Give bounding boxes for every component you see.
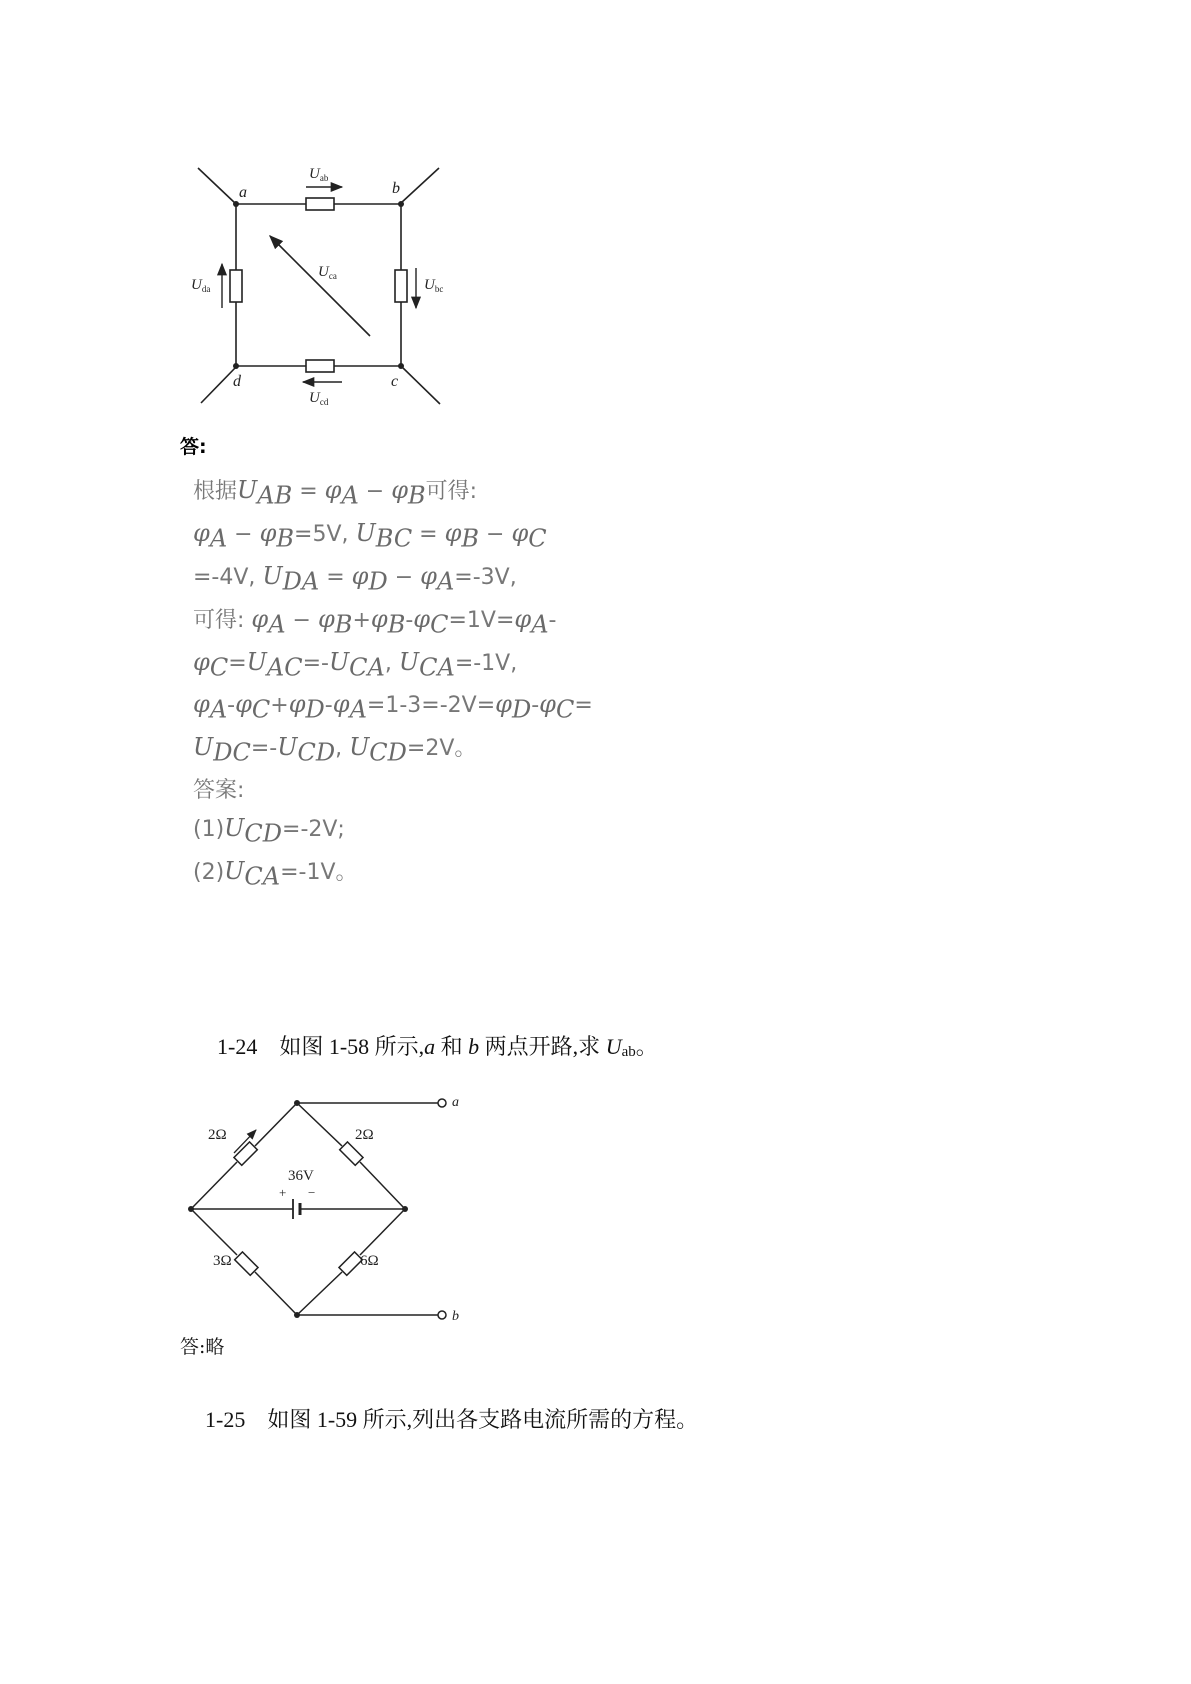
terminal-a (438, 1099, 446, 1107)
math-subscript: C (528, 524, 547, 553)
text-segment: 可得: (425, 479, 478, 504)
math-symbol: φ (235, 690, 252, 719)
solution-line (193, 558, 613, 601)
math-subscript: B (387, 610, 406, 639)
text-segment: − (227, 521, 260, 547)
resistor-ab (306, 198, 334, 210)
solution-line (193, 644, 613, 687)
label-ucd: $U_{cd}$ (309, 390, 329, 407)
text-segment: =-3V, (454, 564, 517, 590)
text-segment: - (531, 693, 540, 719)
solution-line (193, 729, 613, 772)
text-segment: − (285, 607, 318, 633)
text-segment: , (335, 736, 350, 762)
text-segment: , (384, 650, 399, 676)
math-symbol: φ (539, 690, 556, 719)
math-symbol: U (398, 647, 420, 676)
math-subscript: CD (297, 738, 336, 767)
text-segment: =- (302, 650, 329, 676)
problem-text: 如图 1-59 所示,列出各支路电流所需的方程。 (267, 1407, 699, 1432)
math-subscript: A (209, 695, 228, 724)
math-symbol: φ (288, 690, 306, 719)
math-subscript: A (209, 524, 228, 553)
label-terminal-b: b (452, 1309, 459, 1324)
label-ubc: $U_{bc}$ (424, 277, 444, 294)
resistor-bc (395, 270, 407, 302)
solution-line (193, 772, 613, 810)
text-segment: =2V。 (406, 736, 477, 762)
label-r-bottom-right: 6Ω (360, 1253, 379, 1269)
text-segment: =-1V, (454, 650, 518, 676)
math-subscript: B (461, 524, 480, 553)
math-symbol: U (355, 518, 376, 547)
math-subscript: B (276, 524, 295, 553)
math-symbol: φ (514, 604, 532, 633)
problem-1-25 (205, 1403, 698, 1434)
answer-label: 答: (180, 436, 207, 458)
math-subscript: CD (244, 819, 283, 848)
label-r-top-left: 2Ω (208, 1127, 227, 1143)
node-b-label: b (392, 180, 400, 197)
math-symbol: φ (317, 604, 335, 633)
problem-number: 1-25 (205, 1407, 246, 1432)
math-subscript: A (531, 610, 549, 639)
math-subscript: BC (375, 524, 413, 553)
math-symbol: U (224, 856, 245, 885)
math-symbol: φ (193, 690, 210, 719)
solution-text (193, 472, 613, 896)
text-segment: + (270, 693, 289, 719)
math-subscript: A (349, 695, 367, 724)
math-symbol: φ (444, 518, 462, 547)
math-subscript: CA (419, 652, 455, 681)
math-symbol: U (349, 733, 370, 762)
text-segment: = (292, 479, 325, 504)
label-r-top-right: 2Ω (355, 1127, 374, 1143)
math-subscript: A (436, 567, 455, 596)
label-r-bottom-left: 3Ω (213, 1253, 232, 1269)
label-uca: $U_{ca}$ (318, 264, 337, 281)
figure-bridge-circuit (178, 1090, 468, 1340)
text-segment: =1-3=-2V= (366, 693, 496, 719)
node-d-dot (233, 363, 239, 369)
math-symbol: φ (324, 476, 342, 504)
math-subscript: B (408, 481, 426, 510)
text-segment: - (548, 607, 557, 633)
resistor-top-right (340, 1142, 363, 1165)
answer-2-label: 答:略 (180, 1336, 225, 1358)
math-subscript: A (341, 481, 359, 510)
math-symbol: φ (391, 476, 409, 504)
math-symbol: φ (351, 561, 369, 590)
math-symbol: U (237, 476, 258, 504)
problem-1-24: 1-24 如图 1-58 所示,a 和 b 两点开路,求 $U_{ab}$。 (217, 1034, 658, 1060)
math-subscript: C (251, 695, 271, 724)
math-subscript: B (334, 610, 353, 639)
text-segment: 答案: (193, 778, 245, 804)
math-symbol: φ (370, 604, 388, 633)
figure-1-58-network (180, 160, 460, 410)
node-d-label: d (233, 373, 241, 390)
math-subscript: CD (369, 738, 407, 767)
math-symbol: U (262, 561, 283, 590)
resistor-da (230, 270, 242, 302)
text-segment: − (358, 479, 392, 504)
text-segment: 根据 (193, 479, 238, 504)
node-b-dot (398, 201, 404, 207)
math-subscript: D (368, 567, 388, 596)
node-a-label: a (239, 184, 247, 201)
resistor-top-left (234, 1142, 257, 1165)
text-segment: = (319, 564, 352, 590)
math-symbol: φ (332, 690, 350, 719)
math-symbol: U (246, 647, 267, 676)
solution-line (193, 601, 613, 644)
math-subscript: D (305, 695, 325, 724)
label-uab: $U_{ab}$ (309, 166, 329, 183)
text-segment: = (228, 650, 247, 676)
text-segment: =1V= (448, 607, 515, 633)
text-segment: =-1V。 (280, 859, 358, 885)
math-symbol: φ (420, 561, 437, 590)
math-subscript: AB (257, 481, 293, 510)
lead-d (201, 367, 236, 403)
resistor-bottom-left (235, 1252, 258, 1275)
math-subscript: C (555, 695, 575, 724)
math-symbol: φ (413, 604, 431, 633)
text-segment: (1) (193, 816, 225, 842)
text-segment: 可得: (193, 607, 252, 633)
lead-b (401, 168, 439, 203)
math-subscript: C (430, 610, 449, 639)
node-c-dot (398, 363, 404, 369)
resistor-bottom-right (339, 1252, 362, 1275)
math-subscript: CA (244, 862, 281, 891)
text-segment: − (479, 521, 512, 547)
math-symbol: φ (259, 518, 277, 547)
math-symbol: φ (495, 690, 512, 719)
label-source-plus: + (279, 1185, 287, 1200)
lead-a (198, 168, 236, 204)
math-subscript: DA (282, 567, 320, 596)
math-symbol: φ (511, 518, 529, 547)
solution-line (193, 810, 613, 853)
text-segment: - (227, 693, 236, 719)
text-segment: = (412, 521, 445, 547)
terminal-b (438, 1311, 446, 1319)
arrow-uca (270, 236, 370, 336)
solution-line (193, 853, 613, 896)
label-source-value: 36V (288, 1168, 314, 1184)
math-subscript: C (209, 652, 229, 681)
text-segment: + (352, 607, 371, 633)
lead-c (401, 366, 440, 404)
math-symbol: U (224, 813, 245, 842)
math-symbol: φ (193, 647, 210, 676)
text-segment: - (324, 693, 333, 719)
label-uda: $U_{da}$ (191, 277, 211, 294)
math-subscript: DC (213, 738, 251, 767)
label-source-minus: − (308, 1185, 316, 1200)
resistor-cd (306, 360, 334, 372)
math-subscript: D (511, 695, 532, 724)
text-segment: (2) (193, 859, 225, 885)
problem-number: 1-24 (217, 1034, 258, 1059)
node-a-dot (233, 201, 239, 207)
node-c-label: c (391, 373, 399, 390)
text-segment: =5V, (294, 521, 356, 547)
math-symbol: φ (193, 518, 210, 547)
math-symbol: φ (251, 604, 269, 633)
text-segment: =- (250, 736, 278, 762)
label-terminal-a: a (452, 1095, 459, 1110)
text-segment: =-2V; (282, 816, 345, 842)
solution-line (193, 472, 613, 515)
text-segment: − (387, 564, 421, 590)
math-subscript: A (268, 610, 286, 639)
math-symbol: U (328, 647, 350, 676)
solution-line (193, 686, 613, 729)
text-segment: - (405, 607, 414, 633)
solution-line (193, 515, 613, 558)
math-symbol: U (193, 733, 214, 762)
math-symbol: U (277, 733, 298, 762)
math-subscript: CA (349, 652, 385, 681)
text-segment: =-4V, (193, 564, 263, 590)
math-subscript: AC (266, 652, 303, 681)
text-segment: = (574, 693, 593, 719)
